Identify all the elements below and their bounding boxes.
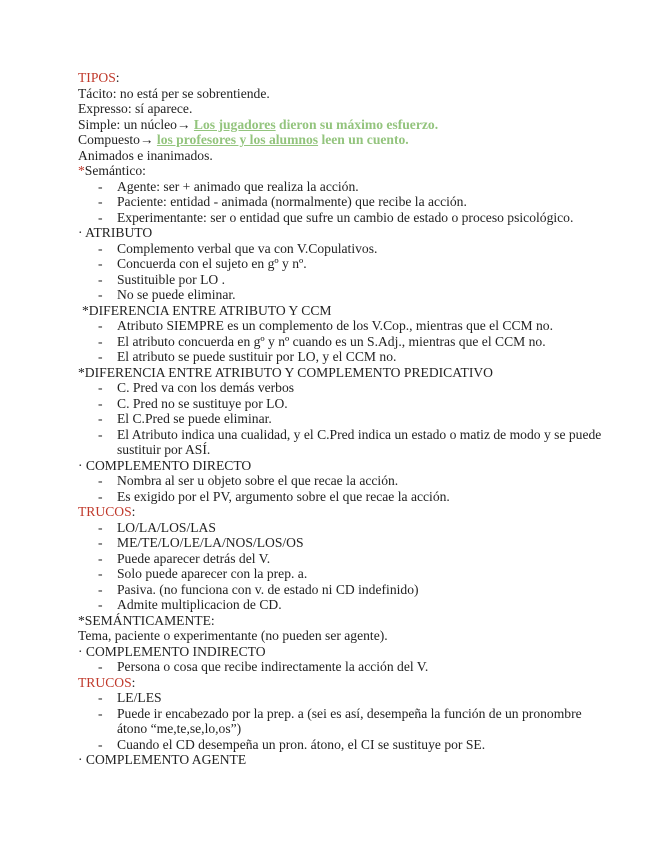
list-item [78,179,618,195]
dash-bullet: - [98,256,103,271]
dash-bullet: - [98,488,103,504]
list-ci-trucos [78,690,618,752]
heading-dif-ccm: *DIFERENCIA ENTRE ATRIBUTO Y CCM [82,302,332,318]
list-item [78,256,618,272]
compuesto-subject: los profesores y los alumnos [156,132,319,147]
list-item-text: Agente: ser + animado que realiza la acción. [117,178,359,194]
list-item-text: Persona o cosa que recibe indirectamente la acción del V. [117,659,429,674]
list-item-text: El atributo se puede sustituir por LO, y el CCM no. [117,349,397,364]
list-item [78,473,618,489]
dash-bullet: - [98,411,103,426]
heading-ci: · COMPLEMENTO INDIRECTO [78,643,266,659]
list-item [78,566,618,582]
trucos-label: TRUCOS [78,504,132,519]
list-item-text: Complemento verbal que va con V.Copulativos. [117,240,378,256]
list-item [78,349,618,365]
list-dif-pred [78,380,618,458]
dash-bullet: - [98,597,103,612]
simple-subject: Los jugadores [193,116,276,132]
list-item [78,706,618,737]
list-item [78,489,618,505]
colon: : [115,70,120,85]
heading-trucos-cd [78,504,618,520]
heading-dif-pred: *DIFERENCIA ENTRE ATRIBUTO Y COMPLEMENTO PREDICATIVO [78,364,493,380]
list-item-text: Paciente: entidad - animada (normalmente) que recibe la acción. [117,194,467,209]
list-ci [78,659,618,675]
list-dif-ccm [78,318,618,365]
dash-bullet: - [98,178,103,194]
list-item [78,411,618,427]
list-item-text: Solo puede aparecer con la prep. a. [117,566,308,581]
dash-bullet: - [98,426,103,442]
dash-bullet: - [98,349,103,364]
list-item-text: Cuando el CD desempeña un pron. átono, el CI se sustituye por SE. [117,736,486,752]
list-item [78,334,618,350]
dash-bullet: - [98,736,103,752]
list-item-text: Atributo SIEMPRE es un complemento de los V.Cop., mientras que el CCM no. [117,318,553,333]
dash-bullet: - [98,690,103,705]
simple-rest: dieron su máximo esfuerzo. [275,116,439,132]
list-item [78,396,618,412]
list-item-text: Experimentante: ser o entidad que sufre un cambio de estado o proceso psicológico. [117,209,574,225]
list-item [78,737,618,753]
colon: : [131,674,136,690]
dash-bullet: - [98,271,103,287]
compuesto-prefix: Compuesto→ [78,132,157,147]
dash-bullet: - [98,659,103,674]
list-item-text: El atributo concuerda en gº y nº cuando es un S.Adj., mientras que el CCM no. [117,333,546,349]
heading-cd: · COMPLEMENTO DIRECTO [78,457,252,473]
list-item-text: LE/LES [117,690,162,705]
dash-bullet: - [98,240,103,256]
tipos-label: TIPOS [78,70,116,85]
dash-bullet: - [98,209,103,225]
compuesto-rest: leen un cuento. [318,132,409,147]
dash-bullet: - [98,333,103,349]
list-semantico [78,179,618,226]
heading-agente: · COMPLEMENTO AGENTE [78,752,247,767]
list-item-text: Pasiva. (no funciona con v. de estado ni CD indefinido) [117,581,419,597]
list-item [78,535,618,551]
dash-bullet: - [98,550,103,566]
dash-bullet: - [98,566,103,581]
list-item [78,380,618,396]
colon: : [131,504,136,519]
list-item-text: ME/TE/LO/LE/LA/NOS/LOS/OS [117,535,304,550]
list-item [78,690,618,706]
list-item-text: Sustituible por LO . [117,271,225,287]
list-item [78,287,618,303]
dash-bullet: - [98,581,103,597]
dash-bullet: - [98,395,103,411]
list-item [78,659,618,675]
dash-bullet: - [98,473,103,488]
list-item-text: Admite multiplicacion de CD. [117,597,282,612]
list-item [78,427,618,458]
list-item-text: El C.Pred se puede eliminar. [117,411,272,426]
list-atributo [78,241,618,303]
text-tema: Tema, paciente o experimentante (no pueden ser agente). [78,628,388,643]
list-item [78,241,618,257]
document-body [78,70,618,768]
dash-bullet: - [98,705,103,721]
list-item [78,597,618,613]
heading-tipos [78,70,618,86]
list-item-text: Nombra al ser u objeto sobre el que recae la acción. [117,473,399,488]
heading-trucos-ci [78,675,618,691]
list-item-text: El Atributo indica una cualidad, y el C.Pred indica un estado o matiz de modo y se puede sustituir por ASÍ. [117,426,602,457]
trucos-label: TRUCOS [78,674,132,690]
list-item-text: LO/LA/LOS/LAS [117,519,216,535]
dash-bullet: - [98,519,103,535]
heading-semantico [78,163,618,179]
semantico-label: Semántico: [84,163,146,178]
list-item-text: Concuerda con el sujeto en gº y nº. [117,256,307,271]
heading-semanticamente: *SEMÁNTICAMENTE: [78,612,215,628]
list-item [78,318,618,334]
list-item-text: Puede aparecer detrás del V. [117,550,271,566]
list-item [78,194,618,210]
text-animados: Animados e inanimados. [78,147,213,163]
text-simple [78,117,618,133]
list-item-text: Es exigido por el PV, argumento sobre el que recae la acción. [117,488,450,504]
asterisk: * [78,163,85,178]
list-item-text: C. Pred no se sustituye por LO. [117,395,288,411]
list-item [78,520,618,536]
list-item [78,551,618,567]
dash-bullet: - [98,194,103,209]
simple-prefix: Simple: un núcleo→ [78,116,194,132]
dash-bullet: - [98,380,103,395]
list-item-text: Puede ir encabezado por la prep. a (sei es así, desempeña la función de un pronombre átono “me,te,se,lo,os”) [117,705,582,736]
list-item [78,582,618,598]
dash-bullet: - [98,535,103,550]
dash-bullet: - [98,287,103,302]
list-item [78,210,618,226]
list-item-text: C. Pred va con los demás verbos [117,380,295,395]
text-compuesto [78,132,618,148]
text-expresso: Expresso: sí aparece. [78,101,193,116]
text-tacito: Tácito: no está per se sobrentiende. [78,85,270,101]
list-item [78,272,618,288]
list-cd-trucos [78,520,618,613]
dash-bullet: - [98,318,103,333]
list-item-text: No se puede eliminar. [117,287,236,302]
list-cd [78,473,618,504]
heading-atributo: · ATRIBUTO [78,225,153,240]
